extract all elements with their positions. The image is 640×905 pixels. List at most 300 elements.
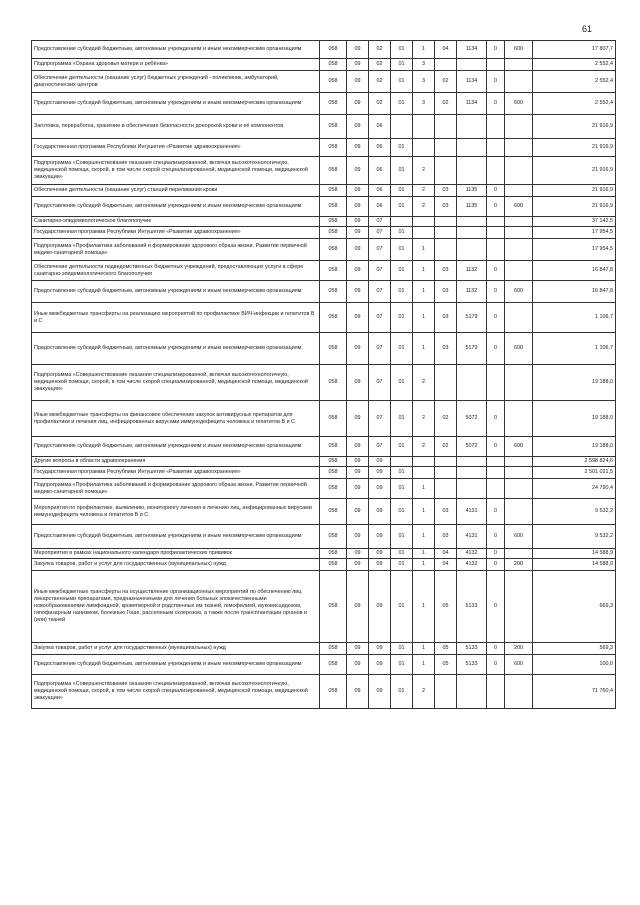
row-name: Закупка товаров, работ и услуг для государственных (муниципальных) нужд	[32, 643, 320, 655]
budget-table-body	[32, 41, 616, 709]
code-extra: 0	[487, 499, 505, 525]
code-subprogram: 1	[413, 261, 435, 281]
table-row	[32, 675, 616, 709]
code-direction: 5072	[457, 437, 487, 457]
code-expense-type	[505, 365, 533, 401]
code-expense-type	[505, 467, 533, 479]
row-amount: 21 916,9	[533, 139, 616, 157]
row-name: Подпрограмма «Совершенствование оказания специализированной, включая высокотехнологичную, медицинской помощи, скорой, в том числе скорой специализированной, медицинской помощи, медицинской эвакуации»	[32, 675, 320, 709]
code-ministry: 058	[320, 559, 347, 571]
row-amount: 19 188,0	[533, 437, 616, 457]
row-name: Государственная программа Республики Ингушетия «Развитие здравоохранения»	[32, 227, 320, 239]
table-row	[32, 303, 616, 333]
code-direction: 4131	[457, 525, 487, 549]
code-program: 01	[391, 261, 413, 281]
code-extra: 0	[487, 559, 505, 571]
code-event	[435, 139, 457, 157]
table-row	[32, 571, 616, 643]
row-name: Государственная программа Республики Ингушетия «Развитие здравоохранения»	[32, 467, 320, 479]
row-amount: 21 916,9	[533, 197, 616, 217]
code-ministry: 058	[320, 303, 347, 333]
code-extra: 0	[487, 303, 505, 333]
code-direction: 1132	[457, 261, 487, 281]
code-subprogram: 2	[413, 157, 435, 185]
code-subprogram	[413, 217, 435, 227]
code-ministry: 058	[320, 437, 347, 457]
table-row	[32, 115, 616, 139]
code-subprogram: 1	[413, 549, 435, 559]
code-subprogram: 1	[413, 525, 435, 549]
code-direction: 1135	[457, 197, 487, 217]
code-subsection: 09	[369, 559, 391, 571]
code-extra: 0	[487, 643, 505, 655]
code-event: 02	[435, 71, 457, 93]
code-event	[435, 157, 457, 185]
code-subprogram: 1	[413, 479, 435, 499]
code-program: 01	[391, 303, 413, 333]
code-direction: 4132	[457, 549, 487, 559]
row-name: Подпрограмма «Совершенствование оказания специализированной, включая высокотехнологичную, медицинской помощи, скорой, в том числе скорой специализированной, медицинской помощи, медицинской эвакуации»	[32, 157, 320, 185]
row-amount: 100,0	[533, 655, 616, 675]
code-direction: 5133	[457, 655, 487, 675]
code-extra: 0	[487, 655, 505, 675]
code-subprogram	[413, 115, 435, 139]
table-row	[32, 479, 616, 499]
code-ministry: 058	[320, 217, 347, 227]
code-program: 01	[391, 675, 413, 709]
row-amount: 2 552,4	[533, 59, 616, 71]
row-amount: 71 760,4	[533, 675, 616, 709]
code-expense-type: 600	[505, 197, 533, 217]
row-amount: 17 807,7	[533, 41, 616, 59]
table-row	[32, 41, 616, 59]
row-amount: 37 142,5	[533, 217, 616, 227]
code-program	[391, 115, 413, 139]
code-section: 09	[347, 467, 369, 479]
row-name: Обеспечение деятельности (оказание услуг) бюджетных учреждений - поликлиник, амбулаторий, диагностических центров	[32, 71, 320, 93]
code-program: 01	[391, 333, 413, 365]
code-event: 02	[435, 93, 457, 115]
table-row	[32, 59, 616, 71]
table-row	[32, 185, 616, 197]
code-program: 01	[391, 93, 413, 115]
row-amount: 9 532,2	[533, 525, 616, 549]
code-ministry: 058	[320, 365, 347, 401]
row-amount: 16 847,8	[533, 281, 616, 303]
code-extra: 0	[487, 197, 505, 217]
code-section: 09	[347, 655, 369, 675]
code-expense-type	[505, 59, 533, 71]
code-extra	[487, 239, 505, 261]
row-amount: 17 954,5	[533, 227, 616, 239]
code-program: 01	[391, 239, 413, 261]
code-subsection: 07	[369, 239, 391, 261]
code-subprogram: 2	[413, 401, 435, 437]
code-direction	[457, 467, 487, 479]
code-event: 03	[435, 525, 457, 549]
code-subsection: 09	[369, 643, 391, 655]
code-direction	[457, 217, 487, 227]
row-name: Подпрограмма «Охрана здоровья матери и ребёнка»	[32, 59, 320, 71]
code-extra	[487, 365, 505, 401]
code-program: 01	[391, 139, 413, 157]
row-amount: 1 106,7	[533, 303, 616, 333]
code-subprogram: 1	[413, 571, 435, 643]
code-section: 09	[347, 185, 369, 197]
row-name: Предоставление субсидий бюджетным, автономным учреждениям и иным некоммерческим организациям	[32, 93, 320, 115]
row-amount: 16 847,8	[533, 261, 616, 281]
code-program: 01	[391, 227, 413, 239]
code-expense-type	[505, 499, 533, 525]
code-program: 01	[391, 437, 413, 457]
table-row	[32, 197, 616, 217]
code-direction: 1134	[457, 41, 487, 59]
code-extra: 0	[487, 571, 505, 643]
row-name: Предоставление субсидий бюджетным, автономным учреждениям и иным некоммерческим организациям	[32, 437, 320, 457]
code-section: 09	[347, 227, 369, 239]
table-row	[32, 93, 616, 115]
table-row	[32, 401, 616, 437]
code-subprogram	[413, 227, 435, 239]
code-section: 09	[347, 549, 369, 559]
code-event	[435, 365, 457, 401]
code-subprogram: 1	[413, 643, 435, 655]
code-subsection: 09	[369, 571, 391, 643]
code-ministry: 058	[320, 675, 347, 709]
code-extra	[487, 139, 505, 157]
row-name: Предоставление субсидий бюджетным, автономным учреждениям и иным некоммерческим организациям	[32, 333, 320, 365]
row-name: Другие вопросы в области здравоохранения	[32, 457, 320, 467]
code-event	[435, 479, 457, 499]
code-subsection: 09	[369, 549, 391, 559]
row-amount: 9 532,2	[533, 499, 616, 525]
code-event: 04	[435, 549, 457, 559]
code-ministry: 058	[320, 479, 347, 499]
table-row	[32, 499, 616, 525]
code-program: 01	[391, 365, 413, 401]
code-ministry: 058	[320, 549, 347, 559]
table-row	[32, 559, 616, 571]
code-expense-type	[505, 549, 533, 559]
code-ministry: 058	[320, 197, 347, 217]
code-expense-type	[505, 457, 533, 467]
code-subprogram: 3	[413, 93, 435, 115]
row-name: Предоставление субсидий бюджетным, автономным учреждениям и иным некоммерческим организациям	[32, 281, 320, 303]
row-name: Подпрограмма «Профилактика заболеваний и формирование здорового образа жизни. Развитие первичной медико-санитарной помощи»	[32, 239, 320, 261]
row-name: Иные межбюджетные трансферты на финансовое обеспечение закупок антивирусных препаратов для профилактики и лечения лиц, инфицированных вирусами иммунодефицита человека и гепатитов В и С	[32, 401, 320, 437]
code-extra	[487, 157, 505, 185]
code-subsection: 02	[369, 71, 391, 93]
code-subsection: 09	[369, 675, 391, 709]
code-subsection: 07	[369, 217, 391, 227]
code-event: 04	[435, 559, 457, 571]
code-extra: 0	[487, 333, 505, 365]
code-expense-type	[505, 115, 533, 139]
table-row	[32, 239, 616, 261]
code-subprogram: 1	[413, 655, 435, 675]
code-ministry: 058	[320, 185, 347, 197]
code-subsection: 07	[369, 281, 391, 303]
row-name: Подпрограмма «Совершенствование оказания специализированной, включая высокотехнологичную, медицинской помощи, скорой, в том числе скорой специализированной, медицинской помощи, медицинской эвакуации»	[32, 365, 320, 401]
code-section: 09	[347, 559, 369, 571]
code-program	[391, 217, 413, 227]
code-program: 01	[391, 571, 413, 643]
code-direction	[457, 115, 487, 139]
code-ministry: 058	[320, 227, 347, 239]
code-subsection: 06	[369, 115, 391, 139]
code-event	[435, 239, 457, 261]
code-ministry: 058	[320, 643, 347, 655]
table-row	[32, 261, 616, 281]
code-subsection: 09	[369, 457, 391, 467]
code-direction: 5133	[457, 643, 487, 655]
code-extra: 0	[487, 71, 505, 93]
code-direction: 4132	[457, 559, 487, 571]
code-subsection: 06	[369, 139, 391, 157]
code-event	[435, 115, 457, 139]
row-name: Закупка товаров, работ и услуг для государственных (муниципальных) нужд	[32, 559, 320, 571]
row-name: Мероприятия в рамках национального календаря профилактических прививок	[32, 549, 320, 559]
table-row	[32, 139, 616, 157]
code-program: 01	[391, 401, 413, 437]
code-ministry: 058	[320, 41, 347, 59]
row-amount: 14 588,9	[533, 549, 616, 559]
code-expense-type	[505, 239, 533, 261]
code-section: 09	[347, 479, 369, 499]
code-subprogram: 2	[413, 675, 435, 709]
code-section: 09	[347, 41, 369, 59]
row-amount: 21 916,9	[533, 185, 616, 197]
code-program: 01	[391, 467, 413, 479]
code-direction: 1135	[457, 185, 487, 197]
code-extra: 0	[487, 185, 505, 197]
code-expense-type	[505, 217, 533, 227]
code-expense-type: 600	[505, 41, 533, 59]
code-program: 01	[391, 41, 413, 59]
code-event: 03	[435, 499, 457, 525]
code-subprogram	[413, 467, 435, 479]
code-direction: 1134	[457, 71, 487, 93]
code-program: 01	[391, 655, 413, 675]
code-subprogram: 1	[413, 239, 435, 261]
table-row	[32, 437, 616, 457]
table-row	[32, 643, 616, 655]
code-event: 03	[435, 303, 457, 333]
code-subsection: 09	[369, 655, 391, 675]
code-program: 01	[391, 499, 413, 525]
code-extra	[487, 675, 505, 709]
code-expense-type	[505, 675, 533, 709]
code-expense-type	[505, 227, 533, 239]
code-event	[435, 227, 457, 239]
code-ministry: 058	[320, 139, 347, 157]
code-section: 09	[347, 139, 369, 157]
code-subprogram: 1	[413, 333, 435, 365]
code-extra: 0	[487, 281, 505, 303]
row-name: Иные межбюджетные трансферты на осуществление организационных мероприятий по обеспечению лиц лекарственными препаратами, предназначенными для лечения больных злокачественными новообразованиями лимфоидной, кроветворной и родственных им тканей, гемофилией, муковисцидозом, гипофизарным нанизмом, болезнью Гоше, рассеянным склерозом, а также после трансплантации органов и (или) тканей	[32, 571, 320, 643]
code-subprogram: 2	[413, 365, 435, 401]
table-row	[32, 227, 616, 239]
row-name: Предоставление субсидий бюджетным, автономным учреждениям и иным некоммерческим организациям	[32, 41, 320, 59]
code-program: 01	[391, 281, 413, 303]
code-section: 09	[347, 93, 369, 115]
code-expense-type: 200	[505, 559, 533, 571]
code-program: 01	[391, 525, 413, 549]
row-amount: 19 188,0	[533, 365, 616, 401]
code-program: 01	[391, 559, 413, 571]
code-direction: 5179	[457, 333, 487, 365]
code-subsection: 09	[369, 525, 391, 549]
code-event: 05	[435, 571, 457, 643]
code-event: 02	[435, 437, 457, 457]
code-expense-type	[505, 261, 533, 281]
code-program: 01	[391, 197, 413, 217]
code-extra: 0	[487, 41, 505, 59]
code-ministry: 058	[320, 401, 347, 437]
code-subsection: 09	[369, 479, 391, 499]
code-subsection: 06	[369, 185, 391, 197]
code-ministry: 058	[320, 467, 347, 479]
table-row	[32, 71, 616, 93]
row-name: Предоставление субсидий бюджетным, автономным учреждениям и иным некоммерческим организациям	[32, 525, 320, 549]
code-direction	[457, 479, 487, 499]
code-ministry: 058	[320, 333, 347, 365]
row-name: Обеспечение деятельности подведомственных бюджетных учреждений, предоставляющих услуги в сфере санитарно-эпидемиологического благополучия	[32, 261, 320, 281]
code-subprogram: 2	[413, 437, 435, 457]
page-number: 61	[582, 24, 593, 34]
code-expense-type	[505, 401, 533, 437]
code-program: 01	[391, 71, 413, 93]
code-program: 01	[391, 549, 413, 559]
code-section: 09	[347, 115, 369, 139]
row-amount: 669,3	[533, 571, 616, 643]
code-program: 01	[391, 157, 413, 185]
code-ministry: 058	[320, 115, 347, 139]
table-row	[32, 525, 616, 549]
row-amount: 2 598 824,6	[533, 457, 616, 467]
row-amount: 24 790,4	[533, 479, 616, 499]
code-section: 09	[347, 333, 369, 365]
code-extra: 0	[487, 93, 505, 115]
budget-table	[31, 40, 616, 709]
code-event: 05	[435, 655, 457, 675]
code-section: 09	[347, 217, 369, 227]
code-expense-type	[505, 479, 533, 499]
code-expense-type: 600	[505, 281, 533, 303]
code-section: 09	[347, 59, 369, 71]
code-program: 01	[391, 59, 413, 71]
code-extra: 0	[487, 261, 505, 281]
table-row	[32, 457, 616, 467]
code-subsection: 02	[369, 93, 391, 115]
code-extra	[487, 457, 505, 467]
table-row	[32, 655, 616, 675]
code-event: 03	[435, 333, 457, 365]
code-extra	[487, 227, 505, 239]
row-name: Предоставление субсидий бюджетным, автономным учреждениям и иным некоммерческим организациям	[32, 655, 320, 675]
code-subsection: 09	[369, 467, 391, 479]
code-extra: 0	[487, 437, 505, 457]
code-expense-type	[505, 71, 533, 93]
code-subsection: 07	[369, 261, 391, 281]
code-event: 03	[435, 281, 457, 303]
row-name: Обеспечение деятельности (оказание услуг) станций переливания крови	[32, 185, 320, 197]
code-extra	[487, 217, 505, 227]
code-section: 09	[347, 499, 369, 525]
row-amount: 17 954,5	[533, 239, 616, 261]
table-row	[32, 365, 616, 401]
code-subprogram: 1	[413, 559, 435, 571]
code-ministry: 058	[320, 157, 347, 185]
code-expense-type	[505, 571, 533, 643]
row-amount: 19 188,0	[533, 401, 616, 437]
code-subsection: 09	[369, 499, 391, 525]
code-section: 09	[347, 157, 369, 185]
code-expense-type: 600	[505, 655, 533, 675]
code-event: 03	[435, 185, 457, 197]
code-event: 03	[435, 197, 457, 217]
code-event	[435, 467, 457, 479]
code-event: 05	[435, 643, 457, 655]
code-program: 01	[391, 479, 413, 499]
row-name: Государственная программа Республики Ингушетия «Развитие здравоохранения»	[32, 139, 320, 157]
row-amount: 21 916,9	[533, 157, 616, 185]
code-section: 09	[347, 281, 369, 303]
row-name: Подпрограмма «Профилактика заболеваний и формирование здорового образа жизни. Развитие первичной медико-санитарной помощи»	[32, 479, 320, 499]
code-ministry: 058	[320, 71, 347, 93]
code-event: 03	[435, 261, 457, 281]
code-subsection: 02	[369, 59, 391, 71]
code-direction	[457, 59, 487, 71]
code-section: 09	[347, 239, 369, 261]
code-section: 09	[347, 71, 369, 93]
code-direction	[457, 157, 487, 185]
code-event	[435, 59, 457, 71]
code-direction	[457, 139, 487, 157]
code-ministry: 058	[320, 93, 347, 115]
code-direction	[457, 227, 487, 239]
code-ministry: 058	[320, 525, 347, 549]
row-amount: 2 501 021,5	[533, 467, 616, 479]
row-amount: 2 552,4	[533, 71, 616, 93]
code-subsection: 06	[369, 157, 391, 185]
code-expense-type	[505, 185, 533, 197]
code-direction: 5133	[457, 571, 487, 643]
code-extra	[487, 115, 505, 139]
code-subsection: 07	[369, 365, 391, 401]
code-section: 09	[347, 525, 369, 549]
code-event: 04	[435, 41, 457, 59]
code-ministry: 058	[320, 281, 347, 303]
code-direction: 1134	[457, 93, 487, 115]
code-program	[391, 457, 413, 467]
code-subsection: 07	[369, 227, 391, 239]
code-extra: 0	[487, 401, 505, 437]
code-event	[435, 675, 457, 709]
code-section: 09	[347, 365, 369, 401]
code-extra	[487, 59, 505, 71]
code-ministry: 058	[320, 261, 347, 281]
code-direction: 5072	[457, 401, 487, 437]
code-direction: 5179	[457, 303, 487, 333]
row-name: Заготовка, переработка, хранение и обеспечение безопасности донорской крови и её компонентов	[32, 115, 320, 139]
code-expense-type	[505, 303, 533, 333]
table-row	[32, 157, 616, 185]
code-direction	[457, 675, 487, 709]
code-expense-type: 600	[505, 437, 533, 457]
code-program: 01	[391, 185, 413, 197]
code-extra: 0	[487, 525, 505, 549]
